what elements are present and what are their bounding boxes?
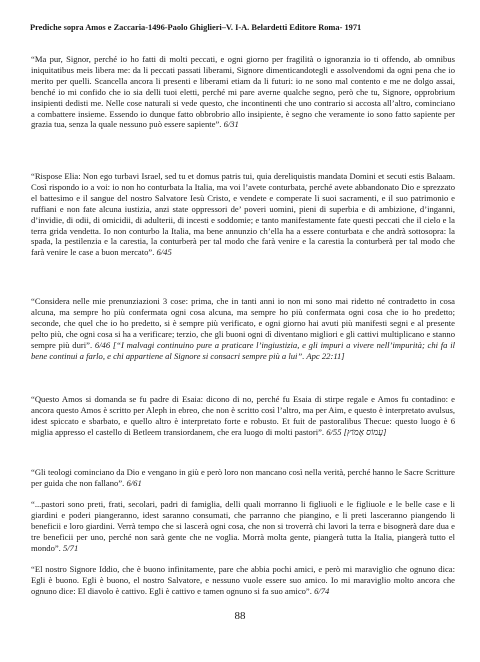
quote-reference: 6/46 [94, 339, 111, 350]
quote-paragraph [31, 394, 455, 438]
scripture-note: [“I malvagi continuino pure a praticare l’ingiustizia, e gli impuri a vivere nell’impurità; chi fa il bene continui a farlo, e chi appartiene al Signore si consacri sempre più a lui”. Apc 22:11] [31, 339, 455, 361]
quote-reference: 6/31 [223, 119, 239, 130]
quote-reference: 6/61 [126, 477, 142, 488]
quote-text: “Considera nelle mie prenunziazioni 3 cose: prima, che in tanti anni io non mi sono mai ridetto né contradetto in cosa alcuna, ma sempre ho più confermata ogni cosa alcuna, ma sempre ho più confermata ogni cosa che io ho predetto; seconde, che quel che io ho predetto, si è sempre più verificato, e ogni giorno hai avuti più manifesti segni e al presente pelto più, che ogni cosa si ha a verificare; terzio, che gli buoni ogni dì diventano migliori e gli cattivi multiplicano e stanno sempre più duri”. [31, 296, 455, 350]
quote-reference: 5/71 [63, 542, 79, 553]
quote-reference: 6/74 [314, 585, 330, 596]
quote-text: “Ma pur, Signor, perché io ho fatti di molti peccati, e ogni giorno per fragilità o ignoranzia io ti offendo, ab omnibus iniquitatibus meis libera me: da li peccati passati liberami, Signore dimenticandotegli e assolvendomi da ogni pena che io merito per quelli. Scancella ancora li presenti e liberami etiam da li futuri: io ne sono mal contento e me ne dolgo assai, benché io mi confido che io sia delli tuoi eletti, perché mi pare averne qualche segno, però che tu, Signore, opprobrium insipienti dedisti me. Nelle cose naturali si vede questo, che incontinenti che uno contrario si accosta all’altro, cominciano a combattere insieme. Essendo io dunque fatto obbrobrio allo insipiente, è segno che veramente io sono fatto sapiente per grazia tua, senza la quale nessuno può essere sapiente”. [31, 54, 455, 130]
page-number: 88 [234, 610, 246, 622]
quote-text: “Rispose Elia: Non ego turbavi Israel, sed tu et domus patris tui, quia dereliquistis mandata Domini et secuti estis Balaam. Così rispondo io a voi: io non ho conturbata la Italia, ma voi l’avete conturbata, perché avete abbandonato Dio e sprezzato el battesimo e il sangue del nostro Salvatore Iesù Cristo, e vendete e comperate li suoi sacramenti, e il suo patrimonio e ruffiani e non fate alcuna iustizia, anzi state oppressori de’ poveri uomini, pieni di superbia e di ambizione, d’inganni, d’invidie, di odii, di omicidii, di adulterii, di incesti e soddomie; e tanto manifestamente fate questi peccati che il cielo e la terra grida vendetta. Io non conturbo la Italia, ma bene annunzio ch’ella ha a essere conturbata e che andrà sottosopra: la spada, la pestilenzia e la carestia, la conturberà per tal modo che farà venire e la carestia la conturberà per tal modo che farà venire le case a buon mercato”. [31, 171, 455, 258]
quote-text: “El nostro Signore Iddio, che è buono infinitamente, pare che abbia pochi amici, e però mi maraviglio che ognuno dica: Egli è buono. Egli è buono, el nostro Salvatore, e nessuno vuole essere suo amico. Io mi maraviglio molto ancora che ognuno dice: El diavolo è cattivo. Egli è cattivo e tamen ognuno si fa suo amico”. [31, 564, 455, 596]
quote-reference: 6/45 [156, 247, 172, 258]
quote-paragraph [31, 564, 455, 597]
quote-paragraph [31, 467, 455, 489]
quote-reference: 6/55 [עָמוֹס אָמוֹץ] [326, 426, 387, 437]
quote-paragraph [31, 171, 455, 258]
quote-text: “...pastori sono preti, frati, secolari, padri di famiglia, delli quali morranno li figliuoli e le figliuole e le belle case e li giardini e poderi piangeranno, idest saranno consumati, che parranno che piangino, e li preti lasceranno piangendo li beneficii e loro giardini. Verrà tempo che si lascerà ogni cosa, che non si troverrà chi lavori la terra e bisognerà dare dua e tre beneficii per uno, perché non sarà gente che ne voglia. Morrà molta gente, piangerà tutta la Italia, piangerà tutto el mondo”. [31, 499, 455, 553]
quote-paragraph [31, 296, 455, 361]
quote-paragraph [31, 499, 455, 554]
quote-text: “Gli teologi cominciano da Dio e vengano in giù e però loro non mancano così nella verità, perché hanno le Sacre Scritture per guida che non fallano”. [31, 467, 455, 488]
running-header: Prediche sopra Amos e Zaccaria-1496-Paolo Ghiglieri–V. I-A. Belardetti Editore Roma- 1971 [30, 23, 362, 32]
quote-paragraph [31, 54, 455, 130]
quote-text: “Questo Amos si domanda se fu padre di Esaia: dicono di no, perché fu Esaia di stirpe regale e Amos fu contadino: e ancora questo Amos è scritto per Aleph in ebreo, che non è scritto così l’altro, ma per Aim, e questo è interpretato avulsus, idest spiccato e sbarbato, e quello altro è interpretato forte e robusto. Et fuit de pastoralibus Thecue: questo luogo è 6 miglia appresso el castello di Betleem transiordanem, che era luogo di molti pastori”. [31, 394, 455, 437]
